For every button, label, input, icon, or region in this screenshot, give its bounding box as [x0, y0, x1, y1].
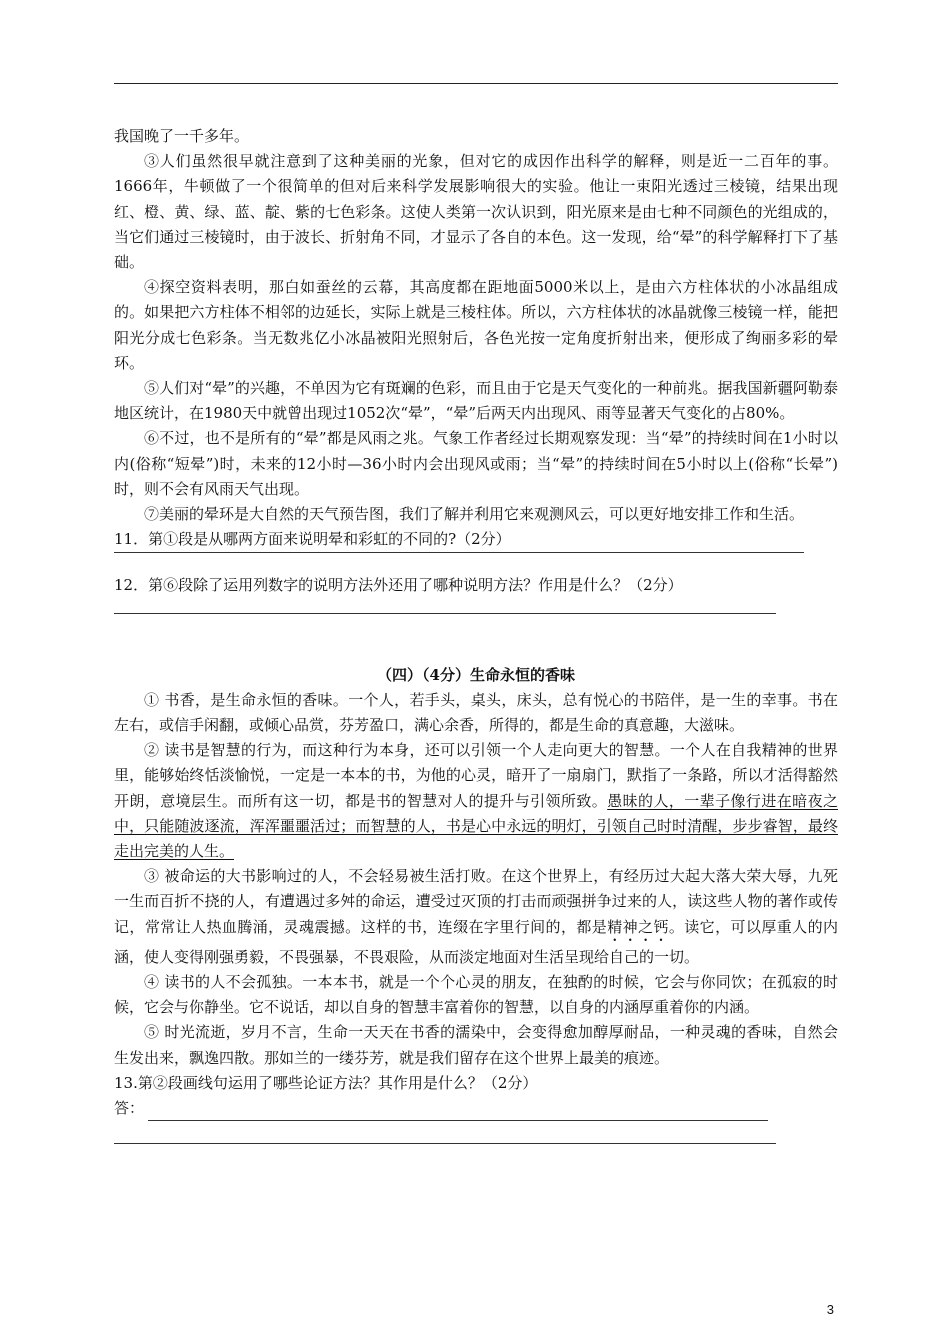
page-number: 3	[826, 1302, 834, 1317]
document-body	[114, 124, 838, 1144]
underlined-sentence: 愚昧的人，一辈子像行进在暗夜之中，只能随波逐流，浑浑噩噩活过；而智慧的人，书是心中永远的明灯，引领自己时时清醒，步步睿智，最终走出完美的人生。	[114, 791, 838, 861]
paragraph-4: ④探空资料表明，那白如蚕丝的云幕，其高度都在距地面5000米以上，是由六方柱体状的小冰晶组成的。如果把六方柱体不相邻的边延长，实际上就是三棱柱体。所以，六方柱体状的冰晶就像三棱镜一样，能把阳光分成七色彩条。当无数兆亿小冰晶被阳光照射后，各色光按一定角度折射出来，便形成了绚丽多彩的晕环。	[114, 278, 838, 372]
question-13: 13.第②段画线句运用了哪些论证方法？其作用是什么？（2分）	[114, 1073, 538, 1092]
answer-line-12[interactable]	[114, 599, 776, 614]
answer-line-13a[interactable]	[148, 1100, 768, 1121]
essay-paragraph-3-text-b: 。读它，可以厚重人的内涵，使人变得刚强勇毅，不畏强暴，不畏艰险，从而淡定地面对生活呈现给自己的一切。	[114, 917, 838, 966]
paragraph-continuation: 我国晚了一千多年。	[114, 127, 250, 145]
paragraph-6: ⑥不过，也不是所有的“晕”都是风雨之兆。气象工作者经过长期观察发现：当“晕”的持续时间在1小时以内(俗称“短晕”)时，未来的12小时—36小时内会出现风或雨；当“晕”的持续时间在5小时以上(俗称“长晕”)时，则不会有风雨天气出现。	[114, 429, 838, 498]
section-4-title: （四）（4分）生命永恒的香味	[377, 665, 575, 684]
answer-label: 答：	[114, 1098, 145, 1117]
question-11: 11．第①段是从哪两方面来说明晕和彩虹的不同的?（2分）	[114, 530, 511, 549]
header-rule	[114, 83, 838, 84]
emphasized-phrase: 精神之钙	[607, 917, 669, 936]
paragraph-7: ⑦美丽的晕环是大自然的天气预告图，我们了解并利用它来观测风云，可以更好地安排工作和生活。	[144, 505, 805, 524]
essay-paragraph-5: ⑤ 时光流逝，岁月不言，生命一天天在书香的濡染中，会变得愈加醇厚耐品，一种灵魂的香味，自然会生发出来，飘逸四散。那如兰的一缕芬芳，就是我们留存在这个世界上最美的痕迹。	[114, 1023, 838, 1067]
essay-paragraph-2-text: ② 读书是智慧的行为，而这种行为本身，还可以引领一个人走向更大的智慧。一个人在自我精神的世界里，能够始终恬淡愉悦，一定是一本本的书，为他的心灵，暗开了一扇扇门，默指了一条路，所以才活得豁然开朗，意境层生。而所有这一切，都是书的智慧对人的提升与引领所致。	[114, 741, 838, 810]
essay-paragraph-2	[114, 738, 838, 864]
essay-paragraph-3	[114, 864, 838, 970]
paragraph-3: ③人们虽然很早就注意到了这种美丽的光象，但对它的成因作出科学的解释，则是近一二百年的事。1666年，牛顿做了一个很简单的但对后来科学发展影响很大的实验。他让一束阳光透过三棱镜，结果出现红、橙、黄、绿、蓝、靛、紫的七色彩条。这使人类第一次认识到，阳光原来是由七种不同颜色的光组成的，当它们通过三棱镜时，由于波长、折射角不同，才显示了各自的本色。这一发现，给“晕”的科学解释打下了基础。	[114, 152, 838, 272]
essay-paragraph-1: ① 书香，是生命永恒的香味。一个人，若手头，桌头，床头，总有悦心的书陪伴，是一生的幸事。书在左右，或信手闲翻，或倾心品赏，芬芳盈口，满心余香，所得的，都是生命的真意趣，大滋味。	[114, 690, 838, 735]
answer-line-13b[interactable]	[114, 1121, 776, 1144]
paragraph-5: ⑤人们对“晕”的兴趣，不单因为它有斑斓的色彩，而且由于它是天气变化的一种前兆。据我国新疆阿勒泰地区统计，在1980天中就曾出现过1052次“晕”，“晕”后两天内出现风、雨等显著天气变化的占80%。	[114, 379, 838, 423]
question-12: 12．第⑥段除了运用列数字的说明方法外还用了哪种说明方法？作用是什么？（2分）	[114, 576, 683, 595]
answer-line-11[interactable]	[114, 552, 804, 553]
answer-row-13	[114, 1096, 838, 1121]
essay-paragraph-3-text-a: ③ 被命运的大书影响过的人，不会轻易被生活打败。在这个世界上，有经历过大起大落大荣大辱，九死一生而百折不挠的人，有遭遇过多舛的命运，遭受过灭顶的打击而顽强拼争过来的人，读这些人物的著作或传记，常常让人热血腾涌，灵魂震撼。这样的书，连缀在字里行间的，都是	[114, 867, 838, 936]
essay-paragraph-4: ④ 读书的人不会孤独。一本本书，就是一个个心灵的朋友，在独酌的时候，它会与你同饮；在孤寂的时候，它会与你静坐。它不说话，却以自身的智慧丰富着你的智慧，以自身的内涵厚重着你的内涵。	[114, 972, 838, 1017]
